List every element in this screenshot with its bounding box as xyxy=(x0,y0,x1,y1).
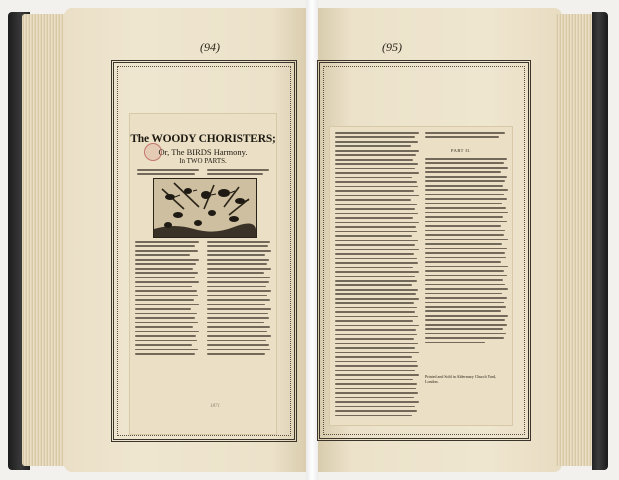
verse-intro-right xyxy=(425,132,509,141)
verse-column-right xyxy=(207,241,273,358)
right-cover xyxy=(592,12,608,470)
pencil-note: 1871 xyxy=(210,404,220,409)
broadside-parts: In TWO PARTS. xyxy=(179,157,227,165)
left-folio-number: (94) xyxy=(200,40,220,54)
tune-note-right xyxy=(207,169,271,178)
imprint-line: Printed and Sold in Aldermary Church Yard, London. xyxy=(425,374,497,384)
right-folio-number: (95) xyxy=(382,40,402,54)
part-two-heading: PART II. xyxy=(451,148,471,153)
tune-note-left xyxy=(137,169,201,178)
birds-woodcut-icon xyxy=(153,178,257,238)
broadside-title: The WOODY CHORISTERS; xyxy=(130,133,276,145)
verse-column-right-page-left xyxy=(335,132,421,419)
left-broadside-sheet xyxy=(129,113,277,435)
broadside-subtitle: Or, The BIRDS Harmony. xyxy=(158,147,248,157)
right-broadside-sheet xyxy=(329,126,513,426)
verse-column-right-page-right xyxy=(425,158,509,346)
verse-column-left xyxy=(135,241,201,358)
